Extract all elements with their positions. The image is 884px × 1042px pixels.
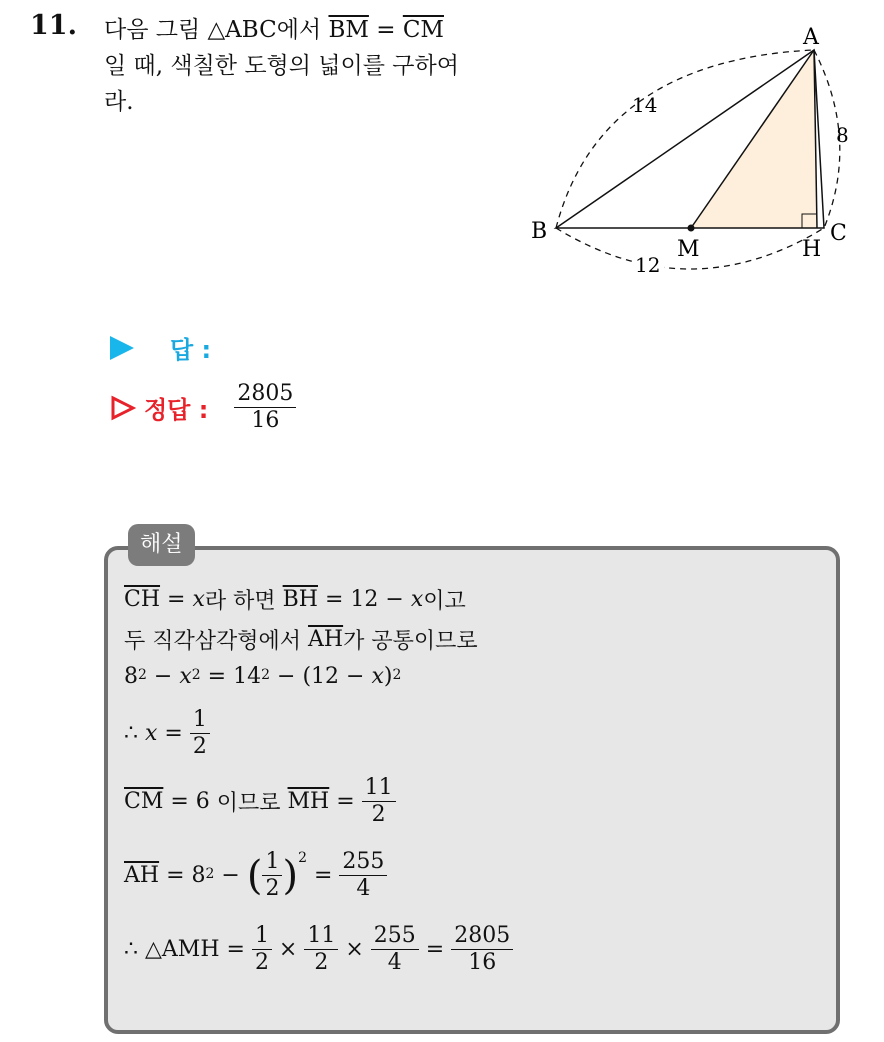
label-a: A [803, 25, 819, 50]
exp: 2 [205, 865, 215, 882]
numerator: 2805 [451, 924, 513, 950]
play-triangle-icon [110, 336, 134, 360]
fraction [339, 850, 387, 901]
sol5-eq: = [329, 789, 362, 815]
fraction [252, 924, 272, 975]
sol3-b: − [146, 664, 180, 689]
solution-tag: 해설 [128, 524, 195, 566]
var-x: x [410, 587, 424, 612]
sol5-a: = 6 [163, 789, 217, 815]
correct-answer-denominator: 16 [251, 408, 280, 434]
solution-line-7 [124, 924, 513, 975]
therefore: ∴ [124, 721, 145, 747]
numerator: 1 [262, 850, 282, 876]
denominator: 2 [254, 950, 269, 976]
var-x: x [192, 587, 205, 612]
correct-answer-text: 정답 : [144, 396, 209, 425]
solution-line-2 [124, 624, 478, 655]
exp: 2 [261, 666, 271, 683]
sol1-expr: = 12 − [317, 587, 411, 612]
label-c: C [830, 221, 847, 246]
question-number: 11. [30, 10, 77, 41]
correct-answer-fraction [234, 382, 296, 433]
exp: 2 [392, 666, 402, 683]
sol6-eq: = [306, 863, 340, 889]
exp: 2 [191, 666, 201, 683]
sol6-b: − [214, 863, 247, 889]
var-x: x [371, 664, 384, 689]
sol4-eq: = [157, 721, 190, 747]
label-h: H [802, 237, 822, 262]
segment-mh: $\overline{MH}$ [287, 789, 330, 815]
segment-bm: $\overline{BM}$ [328, 17, 369, 43]
times: × [271, 937, 305, 963]
outline-triangle-icon [110, 395, 136, 421]
solution-line-1 [124, 584, 466, 615]
denominator: 16 [468, 950, 497, 976]
denominator: 2 [265, 876, 280, 902]
answer-label: 답 : [170, 336, 212, 364]
fraction [362, 776, 396, 827]
length-bc: 12 [635, 253, 661, 277]
sol3-f: ) [383, 664, 393, 689]
segment-cm: $\overline{CM}$ [402, 17, 444, 43]
numerator: 1 [252, 924, 272, 950]
denominator: 4 [356, 876, 371, 902]
sol1-end: 이고 [423, 589, 466, 614]
solution-line-4 [124, 708, 210, 759]
fraction [371, 924, 419, 975]
triangle-figure [520, 14, 860, 284]
times: × [338, 937, 371, 963]
length-ab: 14 [632, 93, 658, 117]
var-x: x [145, 721, 158, 747]
segment-ch: $\overline{CH}$ [124, 587, 161, 612]
question-line-1-text: 다음 그림 △ABC에서 [104, 17, 329, 43]
fraction [190, 708, 210, 759]
segment-cm: $\overline{CM}$ [124, 789, 164, 815]
fraction [304, 924, 338, 975]
point-m [688, 225, 695, 232]
numerator: 11 [304, 924, 338, 950]
numerator: 11 [362, 776, 396, 802]
correct-answer-row [110, 382, 296, 433]
sol1-text: 라 하면 [204, 589, 283, 614]
fraction [262, 850, 282, 901]
denominator: 2 [314, 950, 329, 976]
solution-line-3 [124, 664, 401, 689]
var-x: x [179, 664, 192, 689]
exp: 2 [138, 666, 147, 683]
denominator: 2 [192, 734, 207, 760]
solution-line-6 [124, 850, 387, 901]
label-b: B [531, 219, 548, 244]
numerator: 255 [339, 850, 387, 876]
sol3-c: = 14 [200, 664, 262, 689]
denominator: 4 [387, 950, 402, 976]
solution-line-5 [124, 776, 396, 827]
equals: = [418, 937, 452, 963]
question-line-1 [104, 12, 524, 48]
question-text [104, 12, 524, 120]
sol6-a: = 8 [159, 863, 206, 889]
segment-ah: $\overline{AH}$ [308, 627, 344, 652]
segment-bh: $\overline{BH}$ [282, 587, 318, 612]
answer-row [110, 330, 211, 365]
left-paren: ( [246, 852, 263, 899]
numerator: 1 [190, 708, 210, 734]
correct-answer-label [110, 390, 208, 425]
sol3-d: − (12 − [270, 664, 372, 689]
fraction [451, 924, 513, 975]
sol2-end: 가 공통이므로 [343, 629, 478, 654]
length-ac: 8 [836, 123, 849, 147]
question-line-2: 일 때, 색칠한 도형의 넓이를 구하여 [104, 53, 459, 79]
segment-ah: $\overline{AH}$ [124, 863, 160, 889]
sol7-a: ∴ △AMH = [124, 937, 252, 963]
sol1-eq: = [160, 587, 193, 612]
sol3-a: 8 [124, 664, 138, 689]
equals-sign: = [368, 17, 403, 43]
sol2-text: 두 직각삼각형에서 [124, 629, 309, 654]
exp: 2 [298, 849, 307, 866]
right-paren: ) [282, 852, 299, 899]
question-line-3: 라. [104, 89, 134, 115]
label-m: M [677, 237, 700, 262]
denominator: 2 [371, 802, 386, 828]
correct-answer-numerator: 2805 [234, 382, 296, 408]
sol5-text: 이므로 [216, 791, 288, 817]
numerator: 255 [371, 924, 419, 950]
